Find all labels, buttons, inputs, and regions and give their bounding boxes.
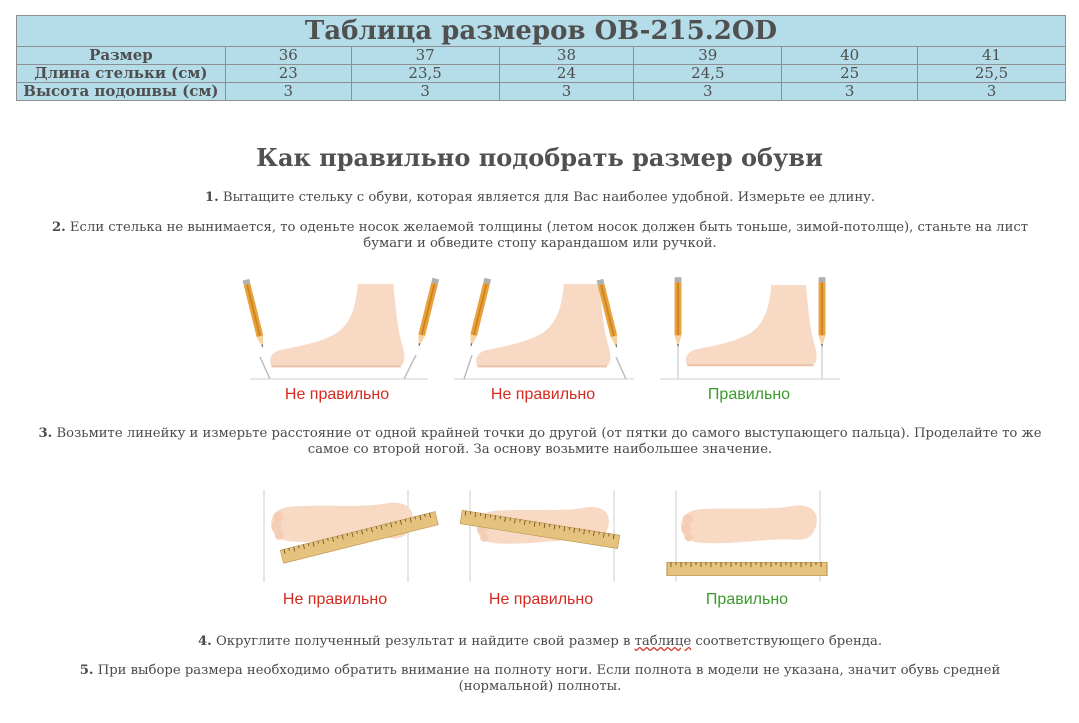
- step-number: 5.: [79, 663, 94, 678]
- step-text: Если стелька не вынимается, то оденьте носок желаемой толщины (летом носок должен быть тоньше, зимой-потолще), станьте на лист бумаги и обведите стопу карандашом или ручкой.: [65, 220, 1029, 251]
- caption-right: Правильно: [707, 386, 791, 403]
- instruction-step-2: [30, 220, 1050, 251]
- foot-pencil-illustration: [656, 275, 846, 385]
- foot-ruler-illustration: [258, 490, 448, 585]
- foot-ruler-illustration: [458, 490, 648, 585]
- page-title: Как правильно подобрать размер обуви: [256, 143, 823, 172]
- size-table: [16, 15, 1066, 101]
- pencil-panel-wrong-1: [240, 275, 440, 385]
- step-text: Округлите полученный результат и найдите свой размер в: [211, 634, 635, 649]
- foot-pencil-illustration: [448, 275, 648, 385]
- caption-wrong: Не правильно: [488, 591, 594, 608]
- caption-wrong: Не правильно: [490, 386, 596, 403]
- table-cell: 41: [918, 47, 1066, 65]
- step-text: соответствующего бренда.: [691, 634, 883, 649]
- table-cell: 23: [225, 65, 351, 83]
- table-cell: 3: [782, 83, 918, 101]
- pencil-panel-right: [656, 275, 846, 385]
- instruction-step-1: [30, 190, 1050, 206]
- table-row: [17, 83, 1066, 101]
- ruler-panel-wrong-1: [258, 490, 448, 585]
- table-cell: 39: [634, 47, 782, 65]
- table-cell: 3: [499, 83, 634, 101]
- caption-right: Правильно: [705, 591, 789, 608]
- table-row: [17, 47, 1066, 65]
- table-cell: 24: [499, 65, 634, 83]
- row-label-size: Размер: [17, 47, 226, 65]
- table-cell: 3: [634, 83, 782, 101]
- pencil-panel-wrong-2: [448, 275, 648, 385]
- step-text: Вытащите стельку с обуви, которая является для Вас наиболее удобной. Измерьте ее длину.: [218, 190, 876, 205]
- table-title: Таблица размеров OB-215.2OD: [17, 16, 1066, 47]
- row-label-insole-length: Длина стельки (см): [17, 65, 226, 83]
- ruler-panel-wrong-2: [458, 490, 648, 585]
- caption-wrong: Не правильно: [284, 386, 390, 403]
- table-cell: 3: [225, 83, 351, 101]
- table-cell: 36: [225, 47, 351, 65]
- caption-wrong: Не правильно: [282, 591, 388, 608]
- table-cell: 38: [499, 47, 634, 65]
- step-text: Возьмите линейку и измерьте расстояние от одной крайней точки до другой (от пятки до самого выступающего пальца). Проделайте то же самое со второй ногой. За основу возьмите наибольшее значение.: [52, 426, 1042, 457]
- step-text: При выборе размера необходимо обратить внимание на полноту ноги. Если полнота в модели не указана, значит обувь средней (нормальной) полноты.: [93, 663, 1001, 694]
- table-cell: 3: [351, 83, 499, 101]
- step-number: 3.: [38, 426, 53, 441]
- table-title-row: [17, 16, 1066, 47]
- table-cell: 25,5: [918, 65, 1066, 83]
- step-number: 4.: [197, 634, 212, 649]
- row-label-sole-height: Высота подошвы (см): [17, 83, 226, 101]
- table-reference: таблице: [634, 634, 692, 649]
- step-number: 2.: [51, 220, 66, 235]
- table-cell: 3: [918, 83, 1066, 101]
- table-cell: 37: [351, 47, 499, 65]
- step-number: 1.: [204, 190, 219, 205]
- foot-ruler-illustration: [662, 490, 832, 585]
- table-cell: 40: [782, 47, 918, 65]
- instruction-step-5: [50, 663, 1030, 694]
- table-row: [17, 65, 1066, 83]
- instruction-step-3: [30, 426, 1050, 457]
- ruler-panel-right: [662, 490, 832, 585]
- table-cell: 24,5: [634, 65, 782, 83]
- table-cell: 23,5: [351, 65, 499, 83]
- instruction-step-4: [30, 634, 1050, 650]
- foot-pencil-illustration: [240, 275, 440, 385]
- table-cell: 25: [782, 65, 918, 83]
